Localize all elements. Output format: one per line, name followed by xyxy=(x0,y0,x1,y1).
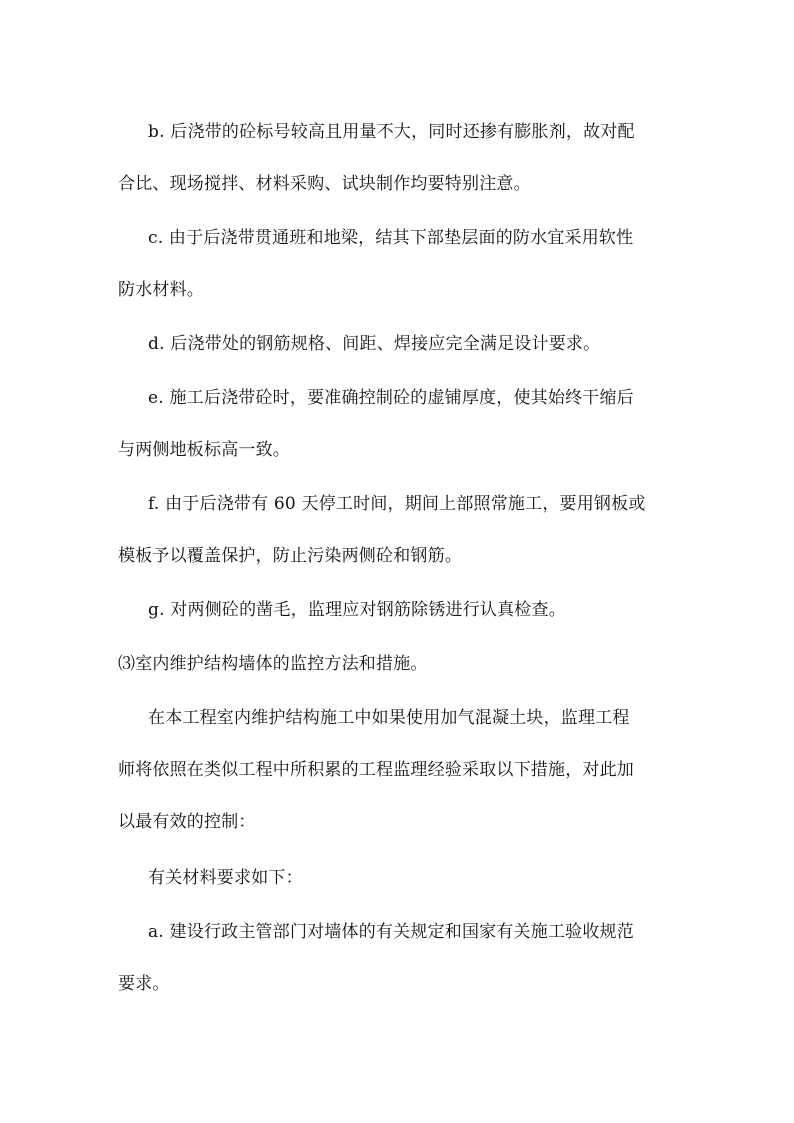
section-heading xyxy=(118,638,678,690)
paragraph-a xyxy=(118,906,678,1010)
paragraph-line: 在本工程室内维护结构施工中如果使用加气混凝土块，监理工程 xyxy=(148,708,630,728)
paragraph-line: 要求。 xyxy=(118,974,170,994)
paragraph-line: g. 对两侧砼的凿毛，监理应对钢筋除锈进行认真检查。 xyxy=(148,600,566,620)
paragraph-b xyxy=(118,106,678,210)
paragraph-c xyxy=(118,212,678,316)
paragraph-intro xyxy=(118,692,678,848)
paragraph-line: 防水材料。 xyxy=(118,280,204,300)
section-heading-text: ⑶室内维护结构墙体的监控方法和措施。 xyxy=(118,654,428,674)
paragraph-line: 模板予以覆盖保护，防止污染两侧砼和钢筋。 xyxy=(118,546,462,566)
paragraph-line: 与两侧地板标高一致。 xyxy=(118,440,290,460)
paragraph-e xyxy=(118,372,678,476)
paragraph-line: 师将依照在类似工程中所积累的工程监理经验采取以下措施，对此加 xyxy=(118,760,634,780)
paragraph-materials xyxy=(118,852,678,904)
paragraph-g xyxy=(118,584,678,636)
paragraph-line: c. 由于后浇带贯通班和地梁，结其下部垫层面的防水宜采用软性 xyxy=(148,228,634,248)
paragraph-line: 有关材料要求如下： xyxy=(148,868,303,888)
paragraph-f xyxy=(118,478,678,582)
paragraph-line: 以最有效的控制： xyxy=(118,812,256,832)
paragraph-d xyxy=(118,318,678,370)
paragraph-line: 合比、现场搅拌、材料采购、试块制作均要特别注意。 xyxy=(118,174,531,194)
paragraph-line: a. 建设行政主管部门对墙体的有关规定和国家有关施工验收规范 xyxy=(148,922,634,942)
paragraph-line: d. 后浇带处的钢筋规格、间距、焊接应完全满足设计要求。 xyxy=(148,334,601,354)
paragraph-line: f. 由于后浇带有 60 天停工时间，期间上部照常施工，要用钢板或 xyxy=(148,494,646,514)
paragraph-line: e. 施工后浇带砼时，要准确控制砼的虚铺厚度，使其始终干缩后 xyxy=(148,388,634,408)
paragraph-line: b. 后浇带的砼标号较高且用量不大，同时还掺有膨胀剂，故对配 xyxy=(148,122,635,142)
